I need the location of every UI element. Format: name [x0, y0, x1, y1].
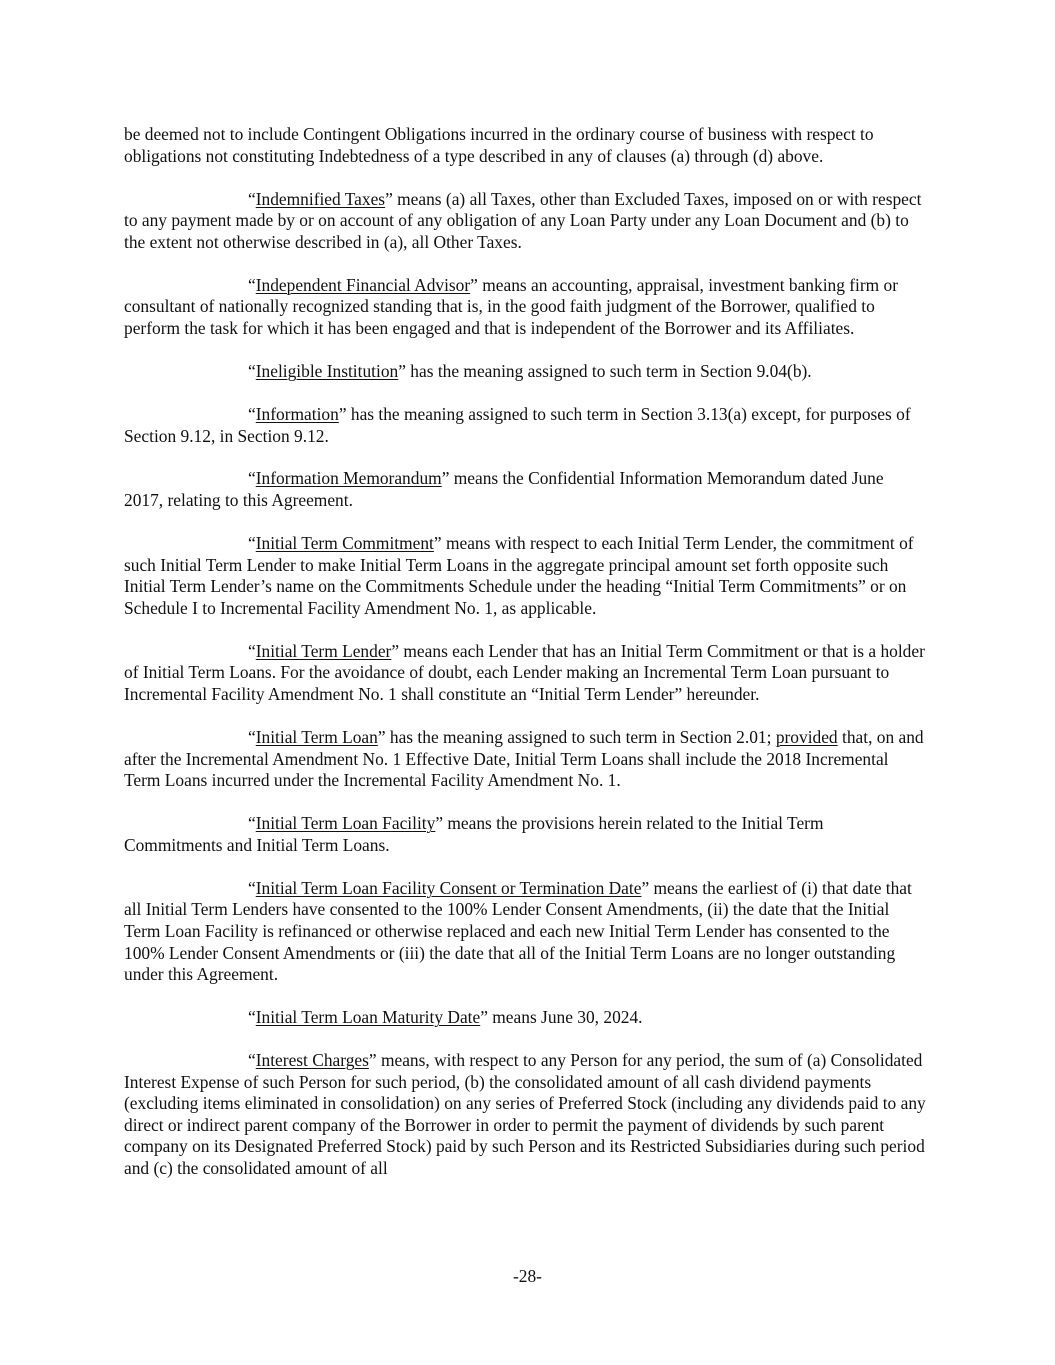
paragraph-text: ” means each Lender that has an Initial Term Commitment or that is a holder of Initial Term Loans. For the avoidance of doubt, each Lender making an Incremental Term Loan pursuant to Incremental Facility Amendment No. 1 shall constitute an “Initial Term Lender” hereunder. — [124, 640, 925, 705]
defined-term: Information — [255, 403, 339, 424]
paragraph-text: “ — [248, 1050, 256, 1071]
definition-paragraph-initial-term-loan-facility — [124, 813, 926, 856]
defined-term: Ineligible Institution — [255, 360, 399, 381]
paragraph-text: “ — [248, 727, 256, 747]
defined-term: Indemnified Taxes — [255, 188, 386, 209]
defined-term: Initial Term Loan Maturity Date — [255, 1007, 481, 1028]
paragraph-text: “ — [248, 877, 256, 898]
page-number: -28- — [513, 1266, 542, 1286]
defined-term: Initial Term Loan Facility Consent or Termination Date — [255, 877, 642, 898]
definition-paragraph-initial-term-commitment — [124, 533, 926, 619]
paragraph-text: that, on and after the Incremental Amendment No. 1 Effective Date, Initial Term Loans shall include the 2018 Incremental Term Loans incurred under the Incremental Facility Amendment No. 1. — [124, 727, 924, 791]
definition-paragraph-continuation — [124, 124, 926, 167]
defined-term: Interest Charges — [255, 1050, 369, 1071]
paragraph-text: ” means June 30, 2024. — [480, 1007, 643, 1028]
paragraph-text: ” means with respect to each Initial Term Lender, the commitment of such Initial Term Lender to make Initial Term Loans in the aggregate principal amount set forth opposite such Initial Term Lender’s name on the Commitments Schedule under the heading “Initial Term Commitments” or on Schedule I to Incremental Facility Amendment No. 1, as applicable. — [124, 533, 914, 618]
paragraph-text: “ — [248, 533, 256, 554]
defined-term: Initial Term Loan Facility — [255, 813, 436, 834]
definition-paragraph-ineligible-institution — [124, 361, 926, 383]
paragraph-text: “ — [248, 468, 256, 489]
paragraph-text: “ — [248, 640, 256, 661]
definition-paragraph-interest-charges — [124, 1050, 926, 1180]
paragraph-text: ” has the meaning assigned to such term in Section 2.01; — [377, 727, 776, 747]
definition-paragraph-information-memorandum — [124, 468, 926, 511]
paragraph-text: ” means the earliest of (i) that date that all Initial Term Lenders have consented to the 100% Lender Consent Amendments, (ii) the date that the Initial Term Loan Facility is refinanced or otherwise replaced and each new Initial Term Lender has consented to the 100% Lender Consent Amendments or (iii) the date that all of the Initial Term Loans are no longer outstanding under this Agreement. — [124, 877, 912, 985]
defined-term: provided — [775, 727, 838, 747]
definition-paragraph-initial-term-loan — [124, 727, 926, 792]
defined-term: Initial Term Loan — [255, 727, 378, 747]
paragraph-text: “ — [248, 403, 256, 424]
paragraph-text: ” means (a) all Taxes, other than Excluded Taxes, imposed on or with respect to any payment made by or on account of any obligation of any Loan Party under any Loan Document and (b) to the extent not otherwise described in (a), all Other Taxes. — [124, 188, 922, 252]
definition-paragraph-initial-term-loan-maturity-date — [124, 1007, 926, 1029]
paragraph-text: ” has the meaning assigned to such term in Section 3.13(a) except, for purposes of Section 9.12, in Section 9.12. — [124, 403, 911, 446]
paragraph-text: “ — [248, 1007, 256, 1028]
document-page-body — [124, 124, 926, 1201]
paragraph-text: “ — [248, 360, 256, 381]
defined-term: Initial Term Commitment — [255, 533, 434, 554]
paragraph-text: be deemed not to include Contingent Obligations incurred in the ordinary course of business with respect to obligations not constituting Indebtedness of a type described in any of clauses (a) through (d) above. — [124, 124, 874, 166]
paragraph-text: “ — [248, 188, 256, 209]
definition-paragraph-information — [124, 404, 926, 447]
paragraph-text: ” means the Confidential Information Memorandum dated June 2017, relating to this Agreement. — [124, 468, 884, 511]
definition-paragraph-indemnified-taxes — [124, 189, 926, 254]
defined-term: Independent Financial Advisor — [255, 274, 471, 295]
paragraph-text: ” has the meaning assigned to such term in Section 9.04(b). — [398, 360, 812, 381]
definition-paragraph-independent-financial-advisor — [124, 275, 926, 340]
paragraph-text: “ — [248, 813, 256, 834]
definition-paragraph-initial-term-loan-facility-consent — [124, 878, 926, 986]
defined-term: Information Memorandum — [255, 468, 442, 489]
definition-paragraph-initial-term-lender — [124, 641, 926, 706]
defined-term: Initial Term Lender — [255, 640, 392, 661]
paragraph-text: ” means the provisions herein related to the Initial Term Commitments and Initial Term Loans. — [124, 813, 824, 855]
paragraph-text: ” means an accounting, appraisal, investment banking firm or consultant of nationally recognized standing that is, in the good faith judgment of the Borrower, qualified to perform the task for which it has been engaged and that is independent of the Borrower and its Affiliates. — [124, 274, 899, 338]
paragraph-text: ” means, with respect to any Person for any period, the sum of (a) Consolidated Interest Expense of such Person for such period, (b) the consolidated amount of all cash dividend payments (excluding items eliminated in consolidation) on any series of Preferred Stock (including any dividends paid to any direct or indirect parent company of the Borrower in order to permit the payment of dividends by such parent company on its Designated Preferred Stock) paid by such Person and its Restricted Subsidiaries during such period and (c) the consolidated amount of all — [124, 1050, 926, 1179]
paragraph-text: “ — [248, 274, 256, 295]
